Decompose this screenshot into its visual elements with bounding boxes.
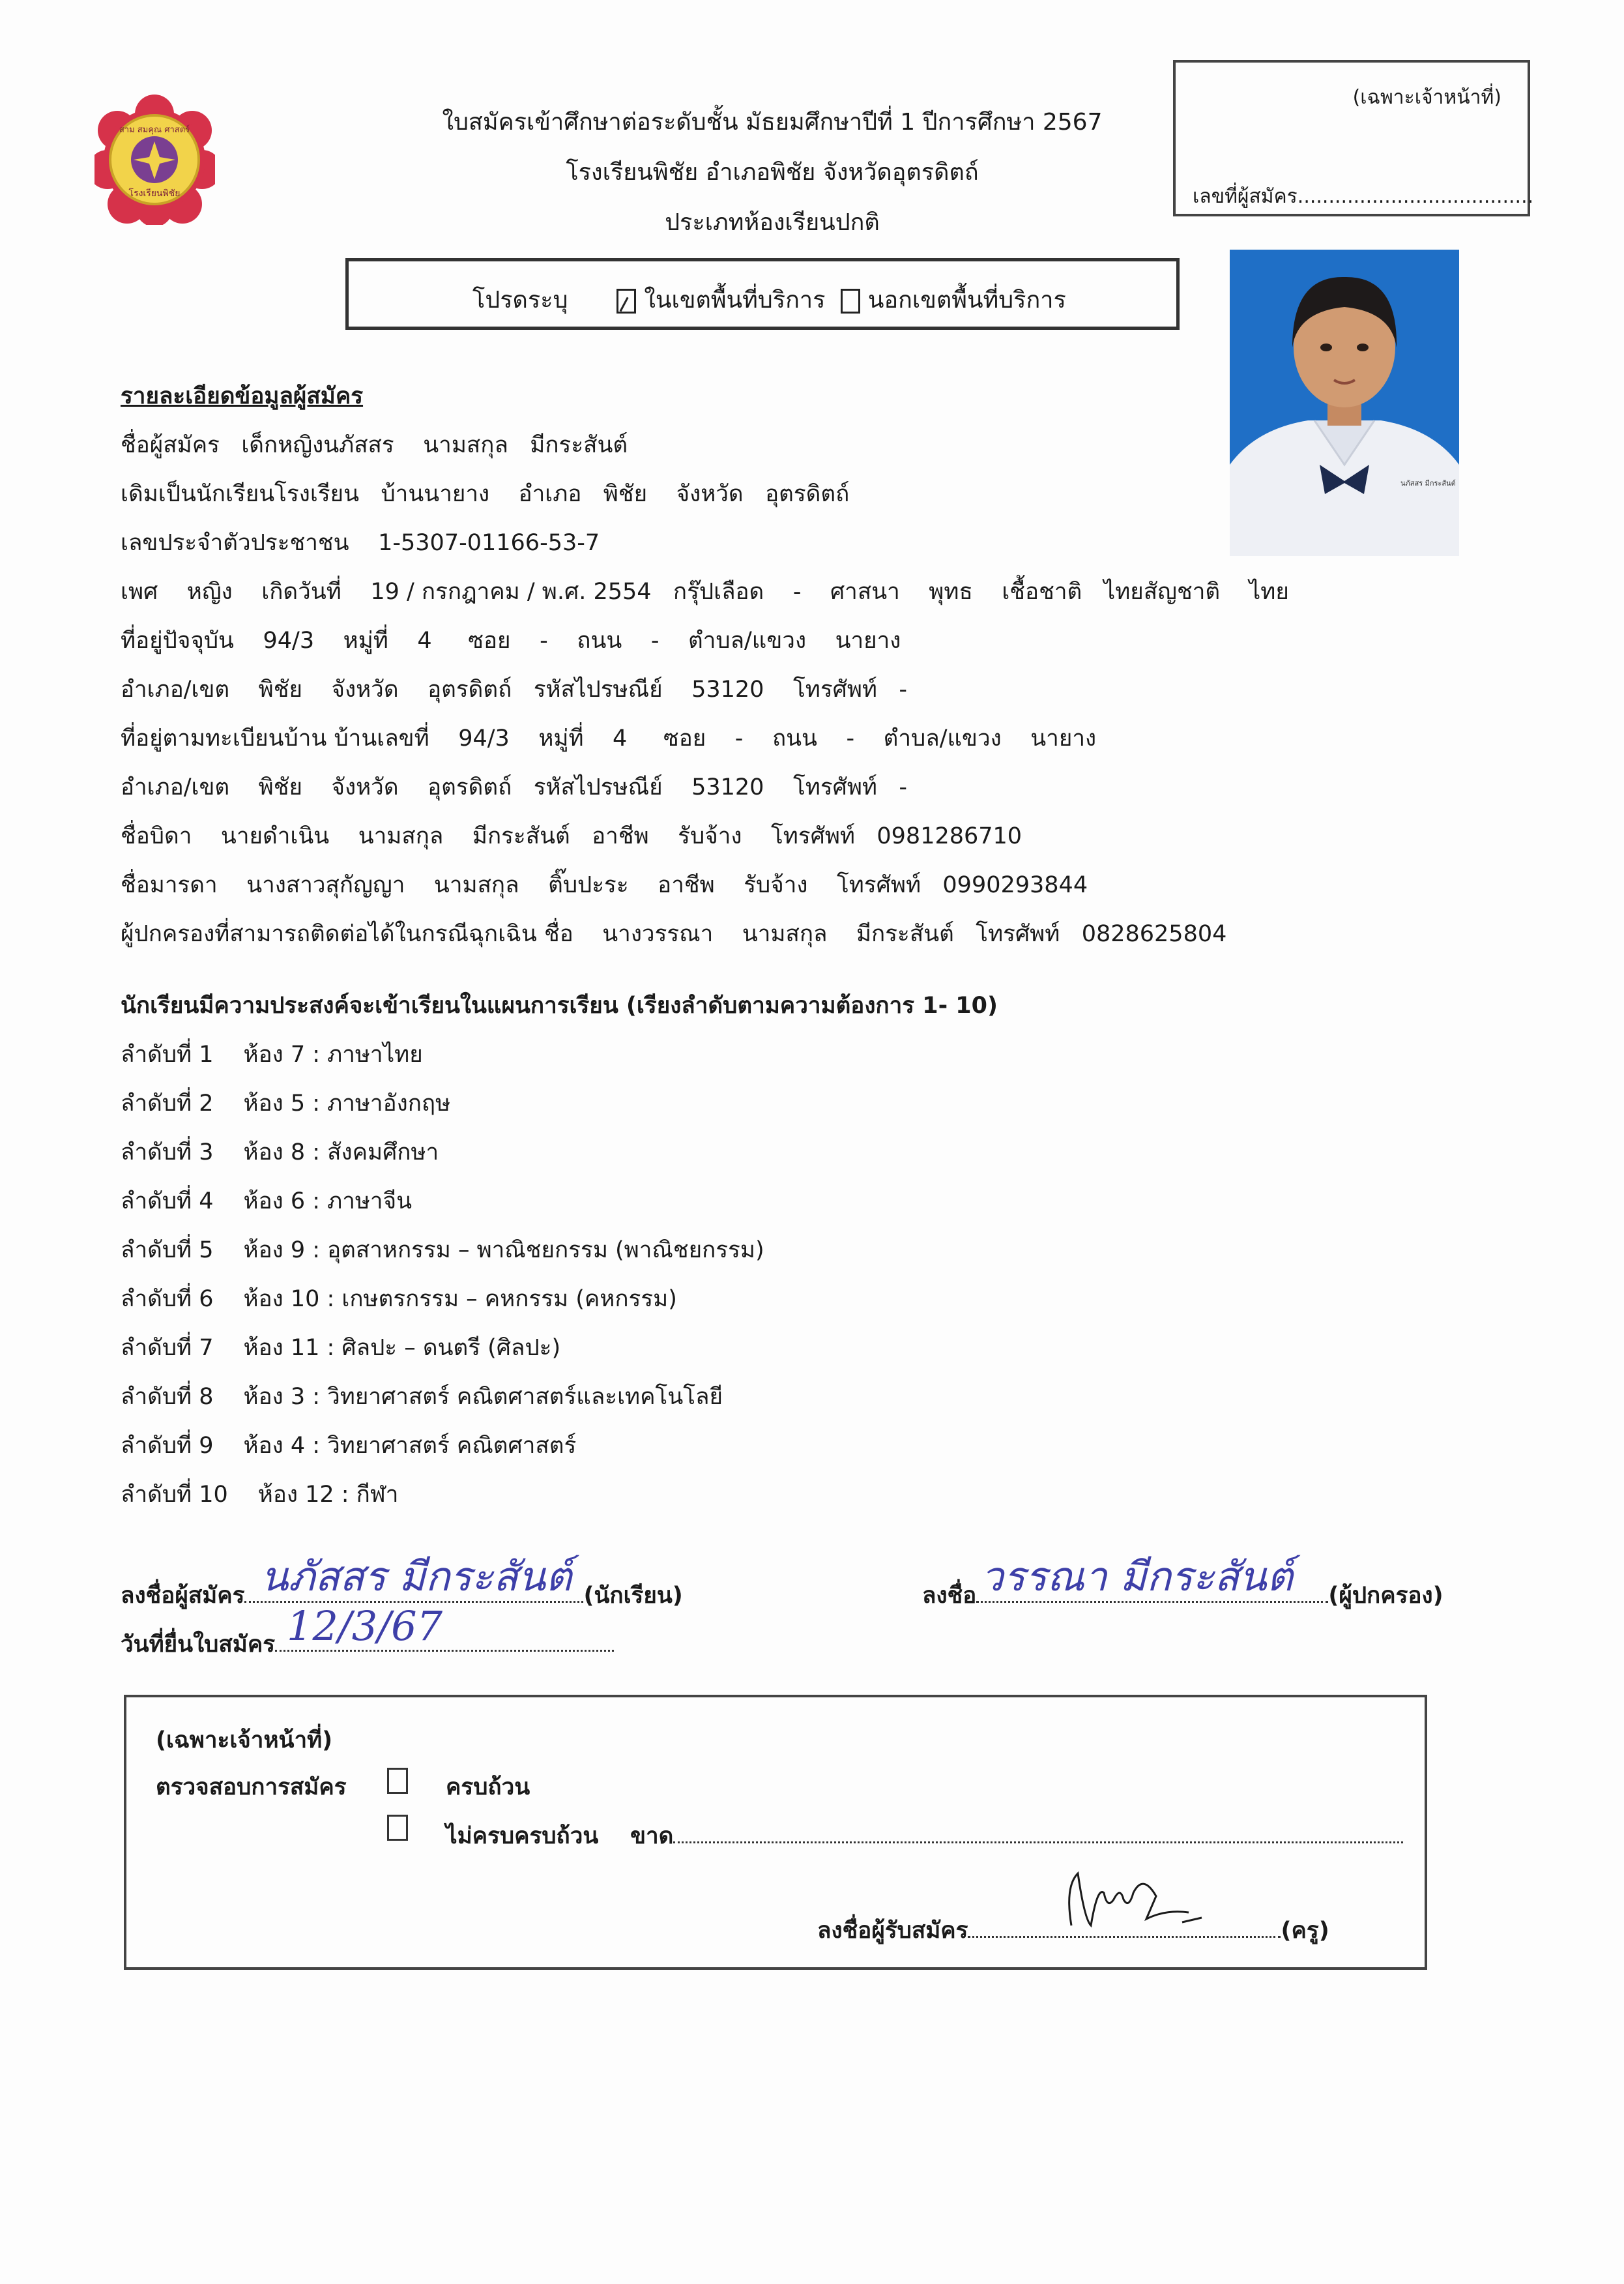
preference-item xyxy=(121,1085,450,1121)
form-title: ใบสมัครเข้าศึกษาต่อระดับชั้น มัธยมศึกษาปีที่ 1 ปีการศึกษา 2567 xyxy=(442,109,1103,136)
preference-room: ห้อง 4 : วิทยาศาสตร์ คณิตศาสตร์ xyxy=(243,1433,577,1459)
incomplete-checkbox[interactable] xyxy=(387,1815,408,1841)
logo-bottom-text: โรงเรียนพิชัย xyxy=(128,188,181,199)
staff-box-title: (เฉพาะเจ้าหน้าที่) xyxy=(156,1727,333,1753)
preference-rank: ลำดับที่ 7 xyxy=(121,1335,214,1361)
school-line: โรงเรียนพิชัย อำเภอพิชัย จังหวัดอุตรดิตถ์ xyxy=(566,159,979,186)
preference-item xyxy=(121,1183,412,1219)
preference-item xyxy=(121,1476,398,1512)
guardian-row: ผู้ปกครองที่สามารถติดต่อได้ในกรณีฉุกเฉิน ชื่อ นางวรรณา นามสกุล มีกระสันต์ โทรศัพท์ 0828625804 xyxy=(121,921,1227,947)
service-zone-box xyxy=(345,258,1180,330)
complete-label: ครบถ้วน xyxy=(446,1774,530,1800)
registered-address-row: ที่อยู่ตามทะเบียนบ้าน บ้านเลขที่ 94/3 หมู่ที่ 4 ซอย - ถนน - ตำบล/แขวง นายาง xyxy=(121,725,1097,752)
preference-rank: ลำดับที่ 4 xyxy=(121,1188,214,1214)
guardian-signature: วรรณา มีกระสันต์ xyxy=(981,1553,1293,1600)
preference-room: ห้อง 3 : วิทยาศาสตร์ คณิตศาสตร์และเทคโนโลยี xyxy=(243,1384,723,1410)
classroom-type: ประเภทห้องเรียนปกติ xyxy=(665,209,880,236)
preference-room: ห้อง 9 : อุตสาหกรรม – พาณิชยกรรม (พาณิชยกรรม) xyxy=(243,1237,764,1263)
incomplete-line: ไม่ครบครบถ้วน ขาด xyxy=(446,1818,1403,1854)
preference-rank: ลำดับที่ 2 xyxy=(121,1091,214,1117)
preference-rank: ลำดับที่ 5 xyxy=(121,1237,214,1263)
applicant-number-field[interactable] xyxy=(1193,181,1533,212)
staff-use-box xyxy=(124,1695,1427,1970)
preference-rank: ลำดับที่ 10 xyxy=(121,1482,228,1508)
zone-outside-label: นอกเขตพื้นที่บริการ xyxy=(867,287,1066,314)
zone-inside-checkbox[interactable] xyxy=(616,289,636,314)
preferences-title: นักเรียนมีความประสงค์จะเข้าเรียนในแผนการเรียน (เรียงลำดับตามความต้องการ 1- 10) xyxy=(121,993,998,1019)
preference-rank: ลำดับที่ 1 xyxy=(121,1042,214,1068)
current-address-row: ที่อยู่ปัจจุบัน 94/3 หมู่ที่ 4 ซอย - ถนน - ตำบล/แขวง นายาง xyxy=(121,628,901,654)
personal-row: เพศ หญิง เกิดวันที่ 19 / กรกฎาคม / พ.ศ. 2554 กรุ๊ปเลือด - ศาสนา พุทธ เชื้อชาติ ไทยสัญชาติ ไทย xyxy=(121,579,1289,605)
preference-room: ห้อง 8 : สังคมศึกษา xyxy=(243,1139,439,1165)
surname-value: มีกระสันต์ xyxy=(530,432,628,458)
citizen-id-value: 1-5307-01166-53-7 xyxy=(378,530,600,556)
preference-room: ห้อง 12 : กีฬา xyxy=(257,1482,399,1508)
name-value: เด็กหญิงนภัสสร xyxy=(241,432,394,458)
applicant-signature: นภัสสร มีกระสันต์ xyxy=(261,1553,572,1600)
complete-checkbox[interactable] xyxy=(387,1768,408,1794)
preference-item xyxy=(121,1232,764,1268)
preference-item xyxy=(121,1036,423,1072)
id-row: เลขประจำตัวประชาชน 1-5307-01166-53-7 xyxy=(121,530,600,556)
applicant-section-title: รายละเอียดข้อมูลผู้สมัคร xyxy=(121,383,364,409)
applicant-photo xyxy=(1230,250,1459,556)
applicant-number-dots: ...................................... xyxy=(1297,185,1534,208)
office-box-title: (เฉพาะเจ้าหน้าที่) xyxy=(1352,86,1501,109)
mother-row: ชื่อมารดา นางสาวสุกัญญา นามสกุล ติ๊บปะระ อาชีพ รับจ้าง โทรศัพท์ 0990293844 xyxy=(121,872,1088,898)
preference-item xyxy=(121,1428,576,1463)
check-application-label: ตรวจสอบการสมัคร xyxy=(156,1774,347,1800)
preference-rank: ลำดับที่ 6 xyxy=(121,1286,214,1312)
preference-item xyxy=(121,1330,560,1366)
preference-item xyxy=(121,1134,439,1170)
name-row: ชื่อผู้สมัคร เด็กหญิงนภัสสร นามสกุล มีกระสันต์ xyxy=(121,432,628,458)
preference-rank: ลำดับที่ 9 xyxy=(121,1433,214,1459)
receiver-signature xyxy=(1052,1847,1221,1945)
school-logo xyxy=(94,95,215,225)
office-use-box xyxy=(1173,60,1534,216)
preference-item xyxy=(121,1281,677,1317)
zone-prompt: โปรดระบุ xyxy=(472,287,568,314)
father-row: ชื่อบิดา นายดำเนิน นามสกุล มีกระสันต์ อาชีพ รับจ้าง โทรศัพท์ 0981286710 xyxy=(121,823,1022,849)
zone-inside-label: ในเขตพื้นที่บริการ xyxy=(644,287,826,314)
zone-outside-checkbox[interactable] xyxy=(841,289,860,314)
current-address-row-2: อำเภอ/เขต พิชัย จังหวัด อุตรดิตถ์ รหัสไปรษณีย์ 53120 โทรศัพท์ - xyxy=(121,677,908,703)
photo-name-tag: นภัสสร มีกระสันต์ xyxy=(1400,479,1456,488)
guardian-signature-line: ลงชื่อ (ผู้ปกครอง) xyxy=(922,1583,1443,1609)
preference-room: ห้อง 6 : ภาษาจีน xyxy=(243,1188,413,1214)
preference-room: ห้อง 7 : ภาษาไทย xyxy=(243,1042,423,1068)
logo-top-text: สาม สมคุณ ศาสตร์ xyxy=(119,125,190,135)
preference-room: ห้อง 10 : เกษตรกรรม – คหกรรม (คหกรรม) xyxy=(243,1286,677,1312)
preference-rank: ลำดับที่ 8 xyxy=(121,1384,214,1410)
former-school-row: เดิมเป็นนักเรียนโรงเรียน บ้านนายาง อำเภอ พิชัย จังหวัด อุตรดิตถ์ xyxy=(121,481,850,507)
submit-date-line: วันที่ยื่นใบสมัคร xyxy=(121,1626,614,1662)
registered-address-row-2: อำเภอ/เขต พิชัย จังหวัด อุตรดิตถ์ รหัสไปรษณีย์ 53120 โทรศัพท์ - xyxy=(121,774,908,800)
preference-room: ห้อง 5 : ภาษาอังกฤษ xyxy=(243,1091,451,1117)
applicant-signature-line: ลงชื่อผู้สมัคร (นักเรียน) xyxy=(121,1583,683,1609)
receiver-signature-line: ลงชื่อผู้รับสมัคร (ครู) xyxy=(817,1918,1329,1944)
submit-date-handwritten: 12/3/67 xyxy=(287,1602,443,1650)
preference-room: ห้อง 11 : ศิลปะ – ดนตรี (ศิลปะ) xyxy=(243,1335,561,1361)
preference-item xyxy=(121,1379,723,1414)
preference-rank: ลำดับที่ 3 xyxy=(121,1139,214,1165)
applicant-number-label: เลขที่ผู้สมัคร xyxy=(1193,185,1298,208)
